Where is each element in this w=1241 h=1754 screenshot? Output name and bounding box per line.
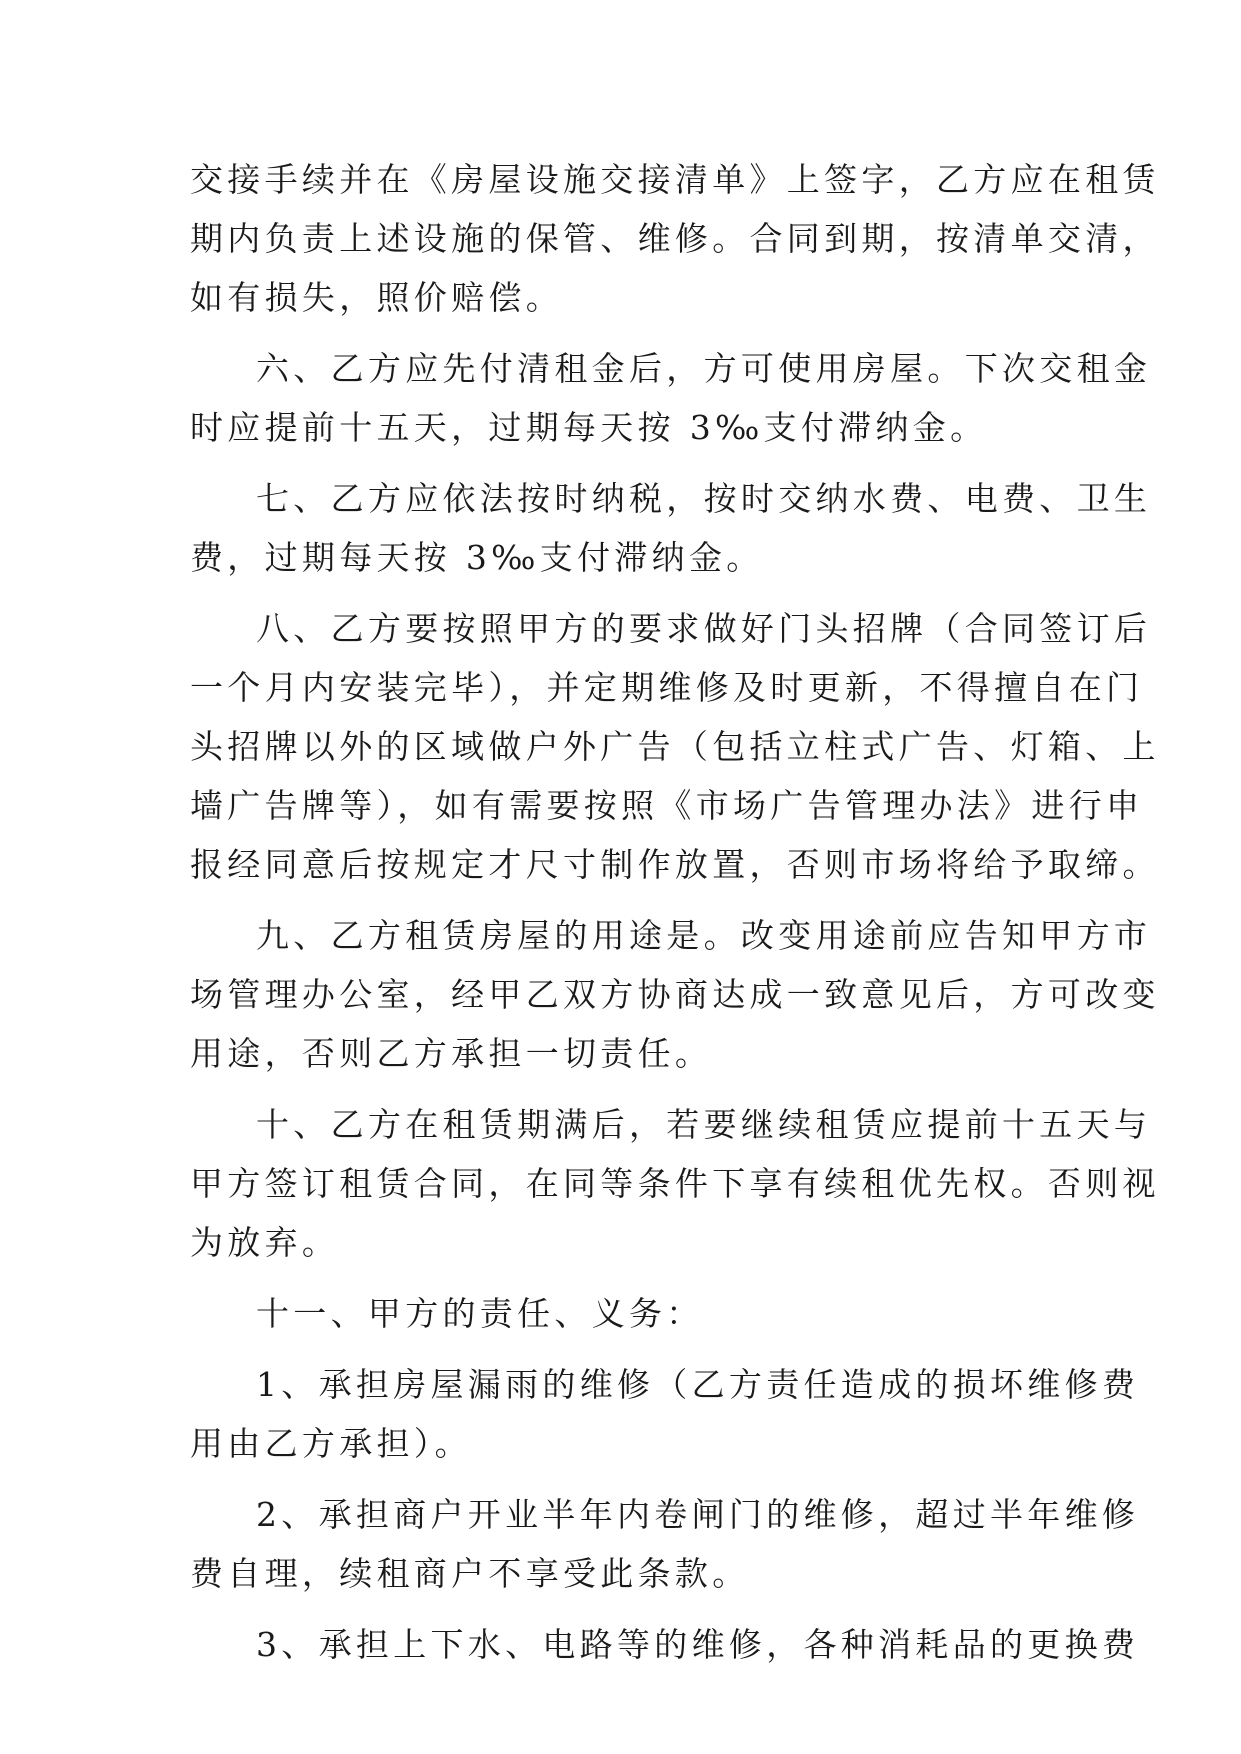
text-line: 报经同意后按规定才尺寸制作放置，否则市场将给予取缔。 [190,845,1160,884]
text-line: 墙广告牌等），如有需要按照《市场广告管理办法》进行申 [190,786,1144,825]
paragraph-handover [190,150,1160,327]
text-line: 时应提前十五天，过期每天按 3‰支付滞纳金。 [190,408,988,447]
paragraph-clause-9 [190,906,1160,1083]
text-line: 交接手续并在《房屋设施交接清单》上签字，乙方应在租赁 [190,160,1160,199]
text-line: 费，过期每天按 3‰支付滞纳金。 [190,538,764,577]
text-line: 用由乙方承担）。 [190,1424,472,1463]
paragraph-clause-6 [190,339,1152,457]
text-line: 头招牌以外的区域做户外广告（包括立柱式广告、灯箱、上 [190,727,1160,766]
text-line: 3、承担上下水、电路等的维修，各种消耗品的更换费 [256,1625,1140,1664]
text-line: 期内负责上述设施的保管、维修。合同到期，按清单交清， [190,219,1160,258]
text-line: 为放弃。 [190,1223,340,1262]
paragraph-item-2 [190,1485,1140,1603]
paragraph-item-3 [190,1615,1140,1674]
text-line: 六、乙方应先付清租金后，方可使用房屋。下次交租金 [256,349,1152,388]
text-line: 场管理办公室，经甲乙双方协商达成一致意见后，方可改变 [190,975,1160,1014]
paragraph-clause-10 [190,1095,1160,1272]
text-line: 甲方签订租赁合同，在同等条件下享有续租优先权。否则视 [190,1164,1160,1203]
document-body [190,150,1160,1686]
text-line: 九、乙方租赁房屋的用途是。改变用途前应告知甲方市 [256,916,1152,955]
paragraph-clause-7 [190,469,1152,587]
paragraph-item-1 [190,1355,1140,1473]
text-line: 十一、甲方的责任、义务： [256,1294,704,1333]
text-line: 十、乙方在租赁期满后，若要继续租赁应提前十五天与 [256,1105,1152,1144]
text-line: 八、乙方要按照甲方的要求做好门头招牌（合同签订后 [256,609,1152,648]
text-line: 如有损失，照价赔偿。 [190,278,563,317]
text-line: 1、承担房屋漏雨的维修（乙方责任造成的损坏维修费 [256,1365,1140,1404]
text-line: 七、乙方应依法按时纳税，按时交纳水费、电费、卫生 [256,479,1152,518]
text-line: 用途，否则乙方承担一切责任。 [190,1034,713,1073]
paragraph-clause-8 [190,599,1160,894]
text-line: 费自理，续租商户不享受此条款。 [190,1554,750,1593]
text-line: 一个月内安装完毕），并定期维修及时更新，不得擅自在门 [190,668,1144,707]
text-line: 2、承担商户开业半年内卷闸门的维修，超过半年维修 [256,1495,1140,1534]
paragraph-clause-11-heading [190,1284,1070,1343]
